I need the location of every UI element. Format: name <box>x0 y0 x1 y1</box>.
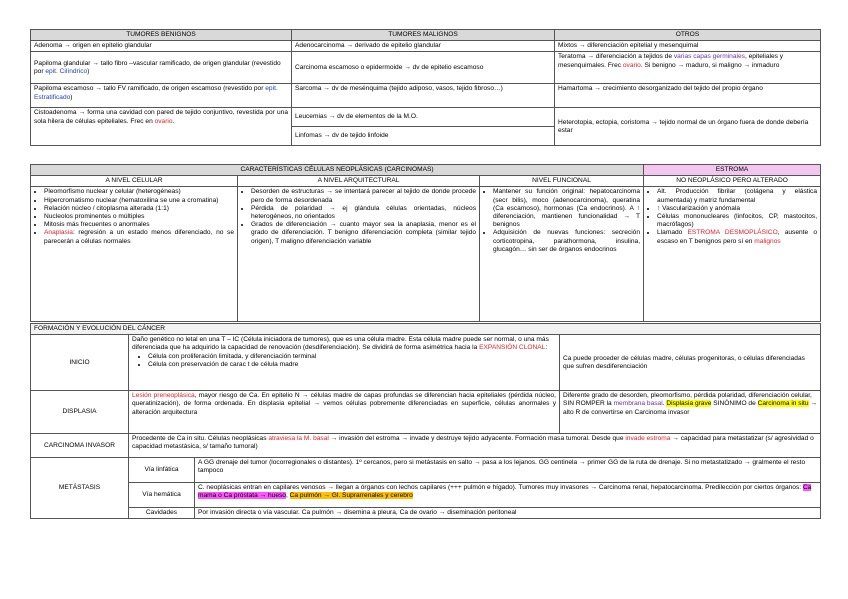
epit-cilindrico: epit. Cilíndrico <box>45 67 88 75</box>
displasia-right-cell <box>560 391 821 434</box>
header-benign: TUMORES BENIGNOS <box>31 30 292 41</box>
papiloma-escamoso-text: Papiloma escamoso → tallo FV ramificado, de origen escamoso (revestido por <box>34 85 266 93</box>
list-item: • ↑ Vascularización y anómala <box>657 205 817 213</box>
ca-mama-hueso: Ca mama o Ca próstata → hueso <box>198 484 812 500</box>
list-item: • Pleomorfismo nuclear y celular (heterogéneas) <box>44 188 234 196</box>
subheader-cellular: A NIVEL CELULAR <box>31 176 238 187</box>
hematica-text-cell <box>195 483 821 508</box>
malignos-red: malignos <box>754 237 781 245</box>
comma: , <box>285 492 290 500</box>
papiloma-glandular-cell <box>31 52 292 84</box>
list-item <box>44 229 234 245</box>
mixtos-cell: Mixtos → diferenciación epitelial y mesenquimal <box>555 41 821 52</box>
cavidades-text: Por invasión directa o vía vascular. Ca pulmón → disemina a pleura, Ca de ovario → diseminación peritoneal <box>195 508 821 519</box>
adenocarcinoma-cell: Adenocarcinoma → derivado de epitelio glandular <box>292 41 555 52</box>
cellular-list-cell <box>31 187 238 322</box>
cistoadenoma-cell <box>31 108 292 146</box>
epit-estratificado: epit. Estratificado <box>34 85 278 101</box>
papiloma-escamoso-cell <box>31 84 292 108</box>
subheader-architectural: A NIVEL ARQUITECTURAL <box>238 176 480 187</box>
linfomas-cell: Linfomas → dv de tejido linfoide <box>292 127 555 146</box>
teratoma-red: ovario <box>622 61 641 69</box>
colon: : <box>545 344 548 352</box>
displasia-label: DISPLASIA <box>31 391 129 434</box>
sarcoma-cell: Sarcoma → dv de mesénquima (tejido adiposo, vasos, tejido fibroso…) <box>292 84 555 108</box>
invasor-label: CARCINOMA INVASOR <box>31 434 129 458</box>
invasor-text-cell <box>129 434 821 458</box>
architectural-list-cell <box>238 187 480 322</box>
inicio-right-cell: Ca puede proceder de células madre, células progenitoras, o células diferenciadas que sufren desdiferenciación <box>560 335 821 391</box>
neoplastic-title: CARACTERÍSTICAS CÉLULAS NEOPLÁSICAS (CARCINOMAS) <box>31 165 644 176</box>
subheader-functional: NIVEL FUNCIONAL <box>480 176 644 187</box>
atraviesa-mbasal: atraviesa la M. basal <box>268 435 329 443</box>
invasor-text-b: → invasión del estroma → invade y destruye tejido adyacente. Formación masa tumoral. Desde que <box>328 435 626 443</box>
displasia-right-text: Diferente grado de desorden, pleomorfismo, pérdida polaridad, diferenciación celular, SIN ROMPER la <box>563 392 812 408</box>
list-item: • Célula con proliferación limitada, y diferenciación terminal <box>148 353 556 361</box>
adenoma-cell: Adenoma → origen en epitelio glandular <box>31 41 292 52</box>
estroma-desmoplasico: ESTROMA DESMOPLÁSICO <box>687 229 778 237</box>
sinonimo-text: SINÓNIMO de <box>711 400 758 408</box>
estroma-title: ESTROMA <box>644 165 821 176</box>
header-others: OTROS <box>555 30 821 41</box>
linfatica-text: A GG drenaje del tumor (locorregionales o distantes). 1º cercanos, pero si metástasis en salto → pasa a los lejanos. GG centinela → primer GG de la ruta de drenaje. Si no metastatizado → gralmente el resto tampoco <box>195 458 821 483</box>
carcinoma-in-situ: Carcinoma in situ <box>757 400 809 408</box>
list-item: • Mantener su función original: hepatocarcinoma (secr bilis), moco (adenocarcinoma), queratina (Ca escamoso), hormonas (Ca endocrinos). A ↑ diferenciación, mantienen funcionalidad → T benignos <box>493 188 640 229</box>
list-item: • Hipercromatismo nuclear (hematoxilina se une a cromatina) <box>44 197 234 205</box>
list-item: • Alt. Producción fibrilar (colágena y elástica aumentada) y matriz fundamental <box>657 188 817 204</box>
teratoma-purple: varias capas germinales <box>673 53 745 61</box>
teratoma-text-b: , epiteliales y mesenquimales. Frec <box>558 53 784 69</box>
invade-estroma: invade estroma <box>625 435 671 443</box>
teratoma-text-c: . Si benigno → maduro, si maligno → inmaduro <box>640 61 780 69</box>
invasor-text-c: → capacidad para metastatizar (s/ agresividad o capacidad metastásica, s/ tamaño tumoral) <box>132 435 814 451</box>
neoplastic-characteristics-table <box>30 164 821 322</box>
stroma-list-cell <box>644 187 821 322</box>
expansion-clonal: EXPANSIÓN CLONAL <box>479 344 546 352</box>
inicio-label: INICIO <box>31 335 129 391</box>
inicio-text-cell <box>129 335 560 391</box>
hematica-text: C. neoplásicas entran en capilares venosos → llegan a órganos con lechos capilares (+++ pulmón e hígado). Tumores muy invasores → Carcinoma renal, hepatocarcinoma. Predilección por ciertos órganos: <box>198 484 803 492</box>
dot: . <box>662 400 667 408</box>
displasia-text: , mayor riesgo de Ca. En epitelio N → células madre de capas profundas se diferencian hacia epiteliales (pérdida núcleo, queratinización), de forma ordenada. En displasia epitelial → vemos células pobremente diferenciadas en superficie, células anormales y alteración arquitectura <box>132 392 556 416</box>
list-item: • Célula con preservación de carac t de célula madre <box>148 361 556 369</box>
list-item: • Nucleolos prominentes o múltiples <box>44 213 234 221</box>
anaplasia-text: : regresión a un estado menos diferenciado, no se parecerán a células normales <box>44 229 234 245</box>
linfatica-label: Vía linfática <box>129 458 195 483</box>
functional-list-cell <box>480 187 644 322</box>
paren: ) <box>70 93 73 101</box>
list-item: • Adquisición de nuevas funciones: secreción corticotropina, parathormona, insulina, glucagón… sin ser de órganos endocrinos <box>493 229 640 254</box>
cancer-evolution-title: FORMACIÓN Y EVOLUCIÓN DEL CÁNCER <box>31 324 821 335</box>
lesion-preneoplasica: Lesión preneoplásica <box>132 392 195 400</box>
ca-pulmon-suprarrenales: Ca pulmón → Gl. Suprarrenales y cerebro <box>289 492 413 500</box>
displasia-text-cell <box>129 391 560 434</box>
cancer-evolution-table <box>30 323 821 519</box>
list-item: • Desorden de estructuras → se intentará parecer al tejido de donde procede pero de forma desordenada <box>251 188 476 204</box>
cavidades-label: Cavidades <box>129 508 195 519</box>
tumor-types-table <box>30 29 821 146</box>
cistoadenoma-text: Cistoadenoma → forma una cavidad con pared de tejido conjuntivo, revestida por una sola hilera de células epiteliales. Frec en <box>34 109 288 125</box>
anaplasia-label: Anaplasia <box>44 229 73 237</box>
teratoma-text: Teratoma → diferenciación a tejidos de <box>558 53 674 61</box>
hamartoma-cell: Hamartoma → crecimiento desorganizado del tejido del propio órgano <box>555 84 821 108</box>
dot: . <box>172 117 175 125</box>
header-malign: TUMORES MALIGNOS <box>292 30 555 41</box>
hematica-label: Vía hemática <box>129 483 195 508</box>
membrana-basal: membrana basal <box>613 400 663 408</box>
list-item <box>657 229 817 245</box>
leucemias-cell: Leucemias → dv de elementos de la M.O. <box>292 108 555 127</box>
metastasis-label: METÁSTASIS <box>31 458 129 519</box>
stroma-text-b: , ausente o escaso en T benignos pero sí en <box>657 229 818 245</box>
displasia-right-end: → alto R de convertirse en Carcinoma invasor <box>563 400 817 416</box>
subheader-stroma: NO NEOPLÁSICO PERO ALTERADO <box>644 176 821 187</box>
inicio-text: Daño genético no letal en una T – IC (Célula iniciadora de tumores), que es una célula madre. Esta célula madre puede ser normal, o una más diferenciada que ha adquirido la capacidad de renovación (desdiferenciación). Se dividirá de forma asimétrica hacia la <box>132 336 549 352</box>
list-item: • Grados de diferenciación → cuanto mayor sea la anaplasia, menor es el grado de diferenciación. T benigno diferenciación completa (similar tejido origen), T maligno diferenciación variable <box>251 221 476 246</box>
list-item: • Células mononucleares (linfocitos, CP, mastocitos, macrófagos) <box>657 213 817 229</box>
list-item: • Relación núcleo / citoplasma alterada (1:1) <box>44 205 234 213</box>
paren: ) <box>87 67 90 75</box>
heterotopia-cell: Heterotopia, ectopia, coristoma → tejido normal de un órgano fuera de donde debería estar <box>555 108 821 146</box>
cistoadenoma-red: ovario <box>154 117 173 125</box>
list-item: • Pérdida de polaridad → ej glándula células orientadas, núcleos heterogéneos, no orientados <box>251 205 476 221</box>
stroma-text: Llamado <box>657 229 688 237</box>
invasor-text: Procedente de Ca in situ. Células neoplásicas <box>132 435 269 443</box>
displasia-grave: Displasia grave <box>666 400 712 408</box>
list-item: • Mitosis más frecuentes o anormales <box>44 221 234 229</box>
papiloma-glandular-text: Papiloma glandular → tallo fibro –vascular ramificado, de origen glandular (revestido por <box>34 59 281 75</box>
carcinoma-escamoso-cell: Carcinoma escamoso o epidermoide → dv de epitelio escamoso <box>292 52 555 84</box>
teratoma-cell <box>555 52 821 84</box>
